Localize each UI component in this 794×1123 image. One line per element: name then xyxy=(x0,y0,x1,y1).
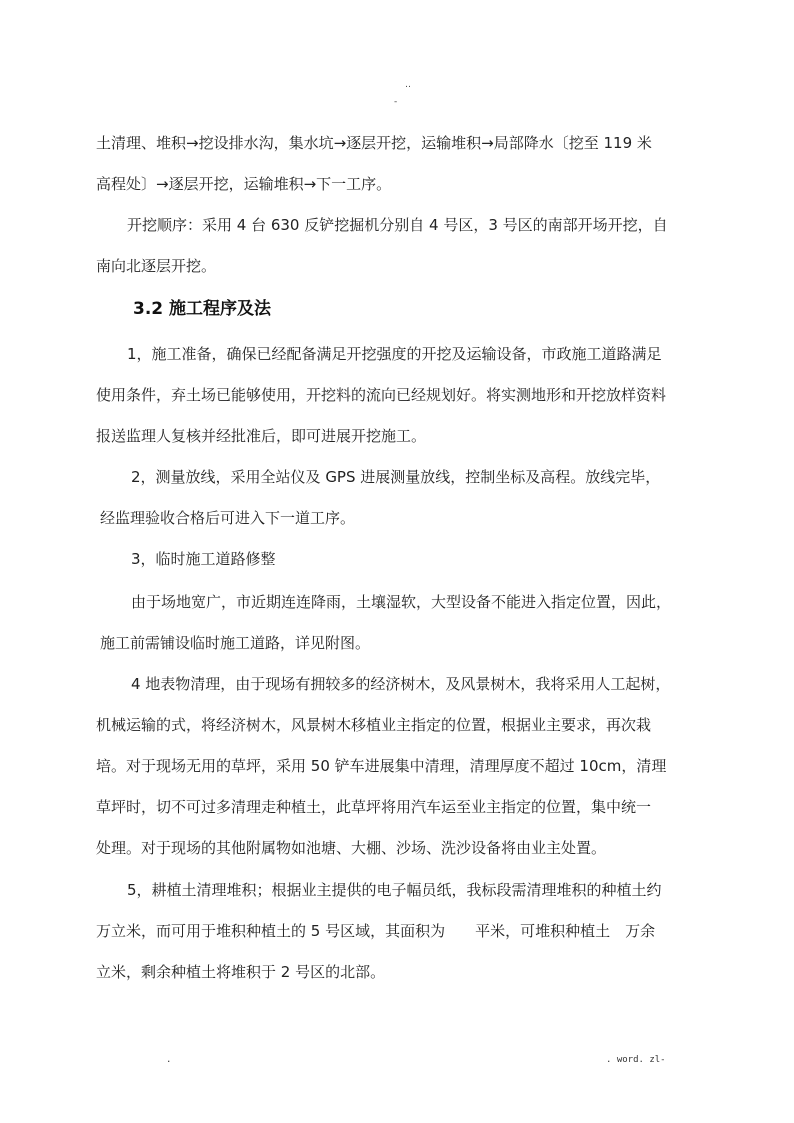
body-line: 草坪时，切不可过多清理走种植土，此草坪将用汽车运至业主指定的位置，集中统一 xyxy=(96,798,652,816)
body-line: 1，施工准备，确保已经配备满足开挖强度的开挖及运输设备，市政施工道路满足 xyxy=(127,345,662,363)
body-line: 培。对于现场无用的草坪，采用 50 铲车进展集中清理，清理厚度不超过 10cm，清理 xyxy=(96,757,667,775)
body-line: 开挖顺序：采用 4 台 630 反铲挖掘机分别自 4 号区，3 号区的南部开场开挖，自 xyxy=(127,216,668,234)
body-line: 经监理验收合格后可进入下一道工序。 xyxy=(100,509,356,527)
footer-word-mark: . word. zl- xyxy=(606,1055,666,1065)
body-line: 处理。对于现场的其他附属物如池塘、大棚、沙场、洗沙设备将由业主处置。 xyxy=(96,839,607,857)
body-line: 由于场地宽广，市近期连连降雨，土壤湿软，大型设备不能进入指定位置，因此， xyxy=(131,593,672,611)
body-line: 使用条件，弃土场已能够使用，开挖料的流向已经规划好。将实测地形和开挖放样资料 xyxy=(96,386,667,404)
body-line: 南向北逐层开挖。 xyxy=(96,257,217,275)
body-line: 报送监理人复核并经批准后，即可进展开挖施工。 xyxy=(96,427,427,445)
body-line: 立米，剩余种植土将堆积于 2 号区的北部。 xyxy=(96,963,386,981)
body-line: 高程处〕→逐层开挖，运输堆积→下一工序。 xyxy=(96,175,392,193)
header-dots: ‥ xyxy=(405,80,412,90)
body-line: 土清理、堆积→挖设排水沟，集水坑→逐层开挖，运输堆积→局部降水〔挖至 119 米 xyxy=(96,134,652,152)
body-line: 5，耕植土清理堆积；根据业主提供的电子幅员纸，我标段需清理堆积的种植土约 xyxy=(127,881,662,899)
header-dash: - xyxy=(394,97,398,107)
body-line: 万立米，而可用于堆积种植土的 5 号区域，其面积为 平米，可堆积种植土 万余 xyxy=(96,922,656,940)
body-line: 4 地表物清理，由于现场有拥较多的经济树木，及风景树木，我将采用人工起树， xyxy=(131,675,671,693)
body-line: 机械运输的式，将经济树木，风景树木移植业主指定的位置，根据业主要求，再次栽 xyxy=(96,716,652,734)
body-line: 施工前需铺设临时施工道路，详见附图。 xyxy=(100,634,371,652)
footer-left-dot: . xyxy=(166,1055,172,1065)
body-line: 3，临时施工道路修整 xyxy=(131,550,276,568)
section-heading: 3.2 施工程序及法 xyxy=(133,299,272,319)
body-line: 2，测量放线，采用全站仪及 GPS 进展测量放线，控制坐标及高程。放线完毕， xyxy=(131,468,661,486)
